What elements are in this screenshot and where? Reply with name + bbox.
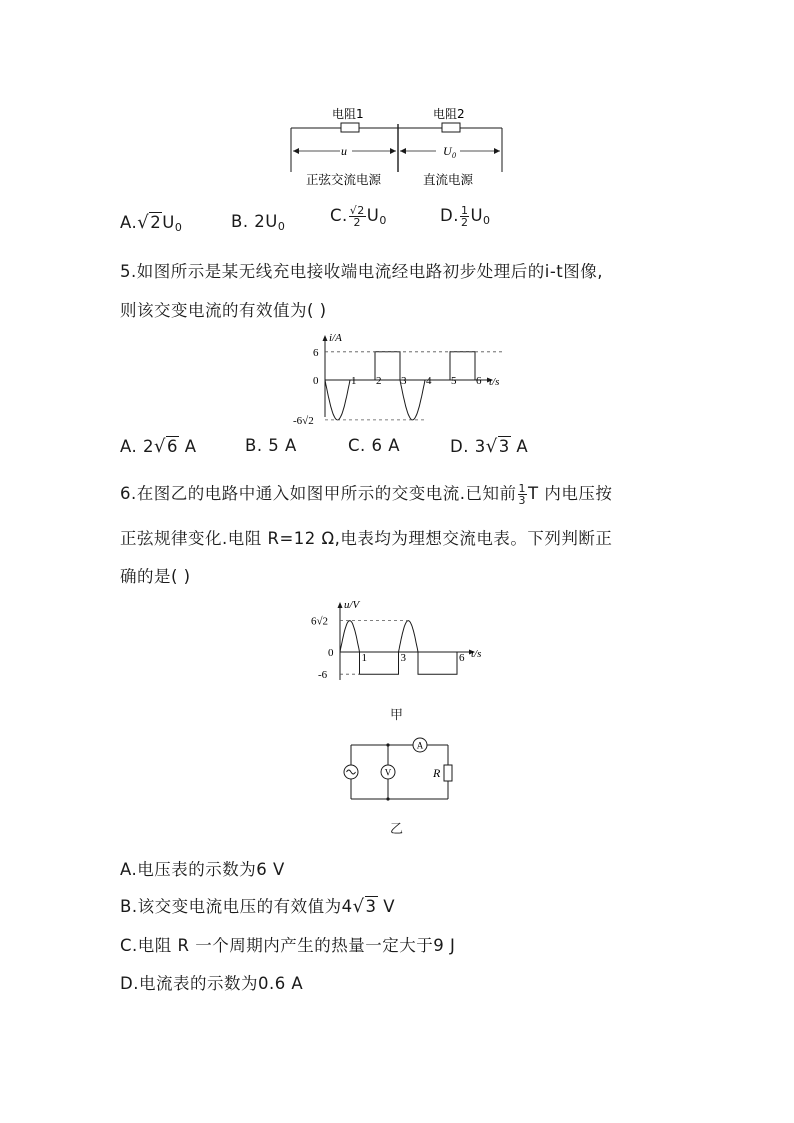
svg-text:A: A <box>416 740 424 751</box>
q5-stem-line1: 5.如图所示是某无线充电接收端电流经电路初步处理后的i-t图像, <box>120 262 603 281</box>
resistor-r <box>444 765 452 781</box>
y-tick-label: 6 <box>313 346 319 359</box>
y-tick-label: 0 <box>313 375 319 387</box>
x-tick-label: 1 <box>351 375 357 387</box>
q4-option-b: B. $2U_0$ <box>231 212 286 233</box>
y-tick-label: -6√2 <box>293 414 314 425</box>
label-u0-sub: 0 <box>452 151 456 160</box>
resistor-1 <box>341 123 359 132</box>
fig-yi-circuit <box>340 735 460 810</box>
label-u0: U <box>443 144 452 158</box>
label-u: u <box>341 144 347 158</box>
q6-stem-line2: 正弦规律变化.电阻 R=12 Ω,电表均为理想交流电表。下列判断正 <box>120 529 613 548</box>
q6-stem-line1: 6.在图乙的电路中通入如图甲所示的交变电流.已知前 $\frac{1}{3}$ T 内电压按 <box>120 482 613 507</box>
x-axis-label: t/s <box>471 648 482 660</box>
x-tick-label: 3 <box>400 652 406 664</box>
q6-option-d: D.电流表的示数为0.6 A <box>120 974 304 993</box>
x-tick-label: 4 <box>426 375 432 387</box>
y-axis-label: u/V <box>344 599 360 611</box>
fig-jia-caption: 甲 <box>390 708 404 723</box>
label-r1: 电阻1 <box>332 107 364 121</box>
y-axis-label: i/A <box>329 332 342 344</box>
ac-source-icon <box>344 765 358 779</box>
x-tick-label: 2 <box>376 375 382 387</box>
y-axis-arrow <box>323 335 328 341</box>
x-tick-label: 1 <box>361 652 367 664</box>
voltmeter-icon <box>381 765 395 779</box>
resistor-2 <box>442 123 460 132</box>
svg-text:V: V <box>384 767 392 778</box>
q6-option-c: C.电阻 R 一个周期内产生的热量一定大于9 J <box>120 936 456 955</box>
q5-option-d: D. 3√3 A <box>450 436 529 457</box>
q4-option-d: D. $\frac{1}{2}$ $U_0$ <box>440 204 491 229</box>
q5-stem-line2: 则该交变电流的有效值为( ) <box>120 301 327 320</box>
x-tick-label: 3 <box>401 375 407 387</box>
chart-u-t <box>300 598 490 683</box>
label-left-source: 正弦交流电源 <box>306 172 382 187</box>
x-tick-label: 6 <box>476 375 482 387</box>
fig-resistor-sources <box>280 100 520 195</box>
q6-option-b: B.该交变电流电压的有效值为4√3 V <box>120 896 396 917</box>
q5-option-a: A. 2√6 A <box>120 436 197 457</box>
q4-option-a: $A.√2U_0$ <box>120 212 183 234</box>
y-axis-arrow <box>338 602 343 608</box>
y-tick-label: -6 <box>318 669 328 682</box>
y-tick-label: 0 <box>328 647 334 659</box>
x-axis-label: t/s <box>489 376 500 388</box>
label-r2: 电阻2 <box>433 107 465 121</box>
q6-option-a: A.电压表的示数为6 V <box>120 860 285 879</box>
q5-option-c: C. 6 A <box>348 436 401 455</box>
chart-i-t <box>285 325 515 425</box>
q4-option-c: C. $\frac{√2}{2}$ $U_0$ <box>330 204 387 229</box>
label-r: R <box>433 766 441 780</box>
fig-yi-caption: 乙 <box>390 822 404 837</box>
y-tick-label: 6√2 <box>311 615 329 628</box>
q5-option-b: B. 5 A <box>245 436 297 455</box>
q6-stem-line3: 确的是( ) <box>120 567 191 586</box>
x-tick-label: 6 <box>459 652 465 664</box>
x-tick-label: 5 <box>451 375 457 387</box>
ammeter-icon <box>413 738 427 752</box>
label-right-source: 直流电源 <box>423 172 474 187</box>
series-line <box>340 621 457 675</box>
